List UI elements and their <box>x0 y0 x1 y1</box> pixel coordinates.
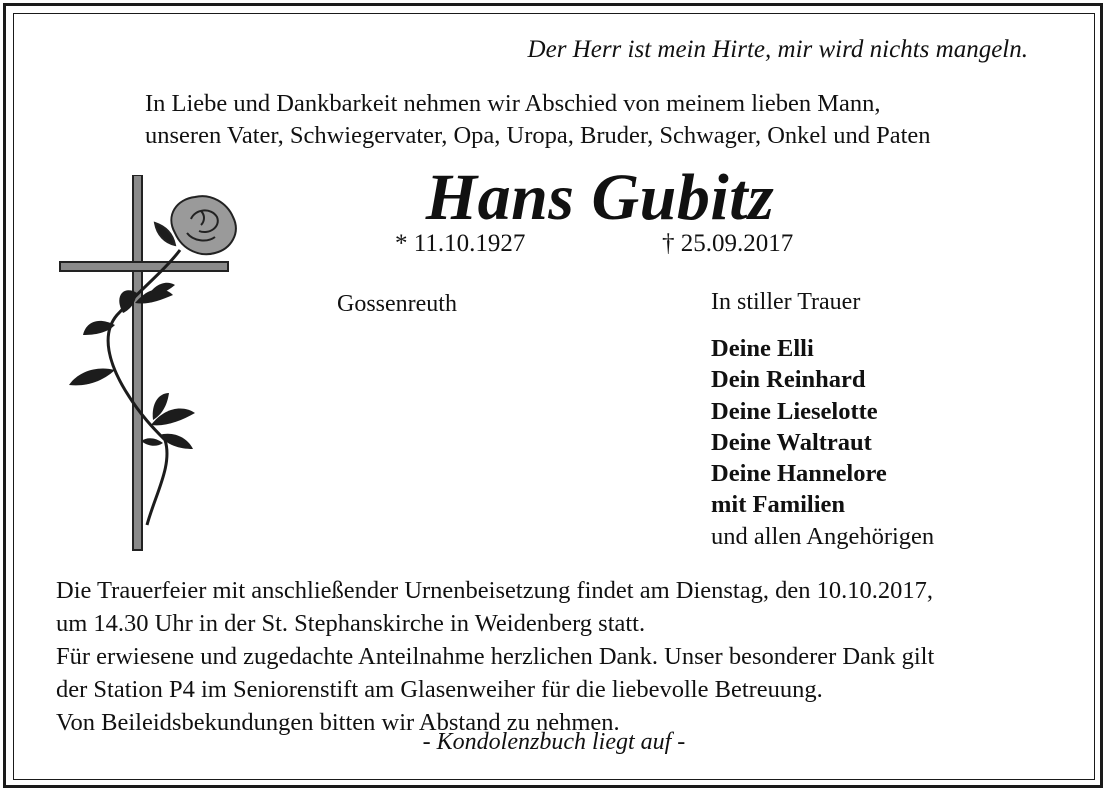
mourners-list <box>711 333 934 552</box>
footer-line: Die Trauerfeier mit anschließender Urnenbeisetzung findet am Dienstag, den 10.10.2017, <box>56 577 933 604</box>
scripture-motto: Der Herr ist mein Hirte, mir wird nichts mangeln. <box>527 36 1028 63</box>
mourner-name: mit Familien <box>711 491 846 519</box>
cross-with-rose-icon <box>55 175 255 560</box>
birth-date: * 11.10.1927 <box>395 230 526 257</box>
residence-place: Gossenreuth <box>337 291 457 317</box>
intro-line: unseren Vater, Schwiegervater, Opa, Uropa, Bruder, Schwager, Onkel und Paten <box>145 122 931 149</box>
mourner-name: Dein Reinhard <box>711 366 866 394</box>
mourner-name: Deine Hannelore <box>711 460 887 488</box>
deceased-name: Hans Gubitz <box>425 161 775 234</box>
condolence-book-note: - Kondolenzbuch liegt auf - <box>422 729 686 755</box>
death-date: † 25.09.2017 <box>662 230 794 257</box>
mourning-title: In stiller Trauer <box>711 289 861 315</box>
mourner-name: Deine Elli <box>711 335 814 362</box>
footer-line: Für erwiesene und zugedachte Anteilnahme herzlichen Dank. Unser besonderer Dank gilt <box>56 643 935 670</box>
mourner-name: Deine Lieselotte <box>711 397 878 425</box>
funeral-details <box>56 574 934 739</box>
mourners-closing: und allen Angehörigen <box>711 522 935 550</box>
footer-line: der Station P4 im Seniorenstift am Glasenweiher für die liebevolle Betreuung. <box>56 676 823 703</box>
footer-line: Von Beileidsbekundungen bitten wir Abstand zu nehmen. <box>56 709 620 736</box>
intro-line: In Liebe und Dankbarkeit nehmen wir Abschied von meinem lieben Mann, <box>145 90 881 117</box>
footer-line: um 14.30 Uhr in der St. Stephanskirche in Weidenberg statt. <box>56 610 646 637</box>
intro-text <box>145 88 931 152</box>
mourner-name: Deine Waltraut <box>711 428 872 456</box>
